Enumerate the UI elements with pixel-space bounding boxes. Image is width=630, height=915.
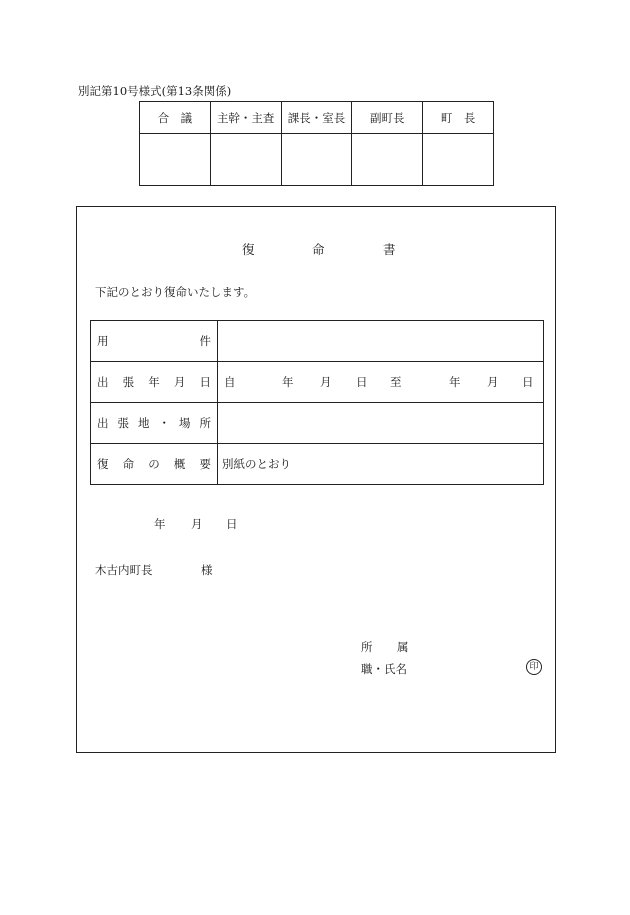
period-field[interactable] (218, 362, 544, 403)
label-char: 日 (199, 375, 211, 389)
period-month-to: 月 (487, 375, 499, 389)
label-char: 要 (199, 457, 211, 471)
table-row (91, 321, 544, 362)
purpose-field[interactable] (218, 321, 544, 362)
period-from: 自 (224, 375, 236, 389)
summary-label (91, 444, 218, 485)
table-row (91, 403, 544, 444)
label-char: 地 (138, 416, 150, 430)
label-char: 概 (173, 457, 186, 471)
name-label: 職・氏名 (361, 662, 407, 676)
period-day-from: 日 (356, 375, 368, 389)
summary-field[interactable]: 別紙のとおり (218, 444, 544, 485)
label-char: ・ (158, 416, 170, 430)
label-char: 復 (97, 457, 109, 471)
place-field[interactable] (218, 403, 544, 444)
label-char: 出 (97, 375, 109, 389)
addressee-name: 木古内町長 (95, 563, 153, 577)
addressee-suffix: 様 (201, 563, 213, 577)
label-char: 所 (199, 416, 211, 430)
label-char: の (148, 457, 160, 471)
affiliation-label: 属 (397, 640, 409, 654)
date-day: 日 (226, 517, 238, 531)
approval-stamp-cell[interactable] (140, 134, 211, 186)
approval-header-council: 合 議 (140, 102, 211, 134)
label-char: 用 (97, 334, 109, 348)
period-year-from: 年 (282, 375, 294, 389)
approval-header-section-head: 課長・室長 (281, 102, 352, 134)
label-char: 命 (122, 457, 135, 471)
affiliation-label: 所 (361, 640, 373, 654)
label-char: 年 (148, 375, 160, 389)
table-row (91, 362, 544, 403)
period-year-to: 年 (449, 375, 461, 389)
label-char: 出 (97, 416, 109, 430)
seal-mark: 印 (526, 659, 542, 675)
approval-stamp-table (139, 101, 494, 186)
approval-header-mayor: 町 長 (423, 102, 494, 134)
purpose-label (91, 321, 218, 362)
period-day-to: 日 (522, 375, 534, 389)
date-month: 月 (191, 517, 203, 531)
label-char: 張 (117, 416, 129, 430)
approval-header-deputy-mayor: 副町長 (352, 102, 423, 134)
intro-text: 下記のとおり復命いたします。 (95, 285, 256, 299)
title-char: 命 (312, 242, 325, 257)
date-year: 年 (154, 517, 166, 531)
form-number-label: 別記第10号様式(第13条関係) (78, 84, 232, 98)
approval-stamp-cell[interactable] (423, 134, 494, 186)
approval-stamp-cell[interactable] (281, 134, 352, 186)
period-month-from: 月 (320, 375, 332, 389)
label-char: 場 (179, 416, 191, 430)
place-label (91, 403, 218, 444)
label-char: 件 (199, 334, 211, 348)
approval-header-chief: 主幹・主査 (210, 102, 281, 134)
table-row (91, 444, 544, 485)
title-char: 書 (383, 242, 396, 257)
approval-stamp-cell[interactable] (352, 134, 423, 186)
label-char: 張 (122, 375, 135, 389)
details-table (90, 320, 544, 485)
period-label (91, 362, 218, 403)
period-to: 至 (390, 375, 402, 389)
report-frame (76, 206, 556, 753)
label-char: 月 (173, 375, 186, 389)
approval-stamp-cell[interactable] (210, 134, 281, 186)
title-char: 復 (242, 242, 255, 257)
